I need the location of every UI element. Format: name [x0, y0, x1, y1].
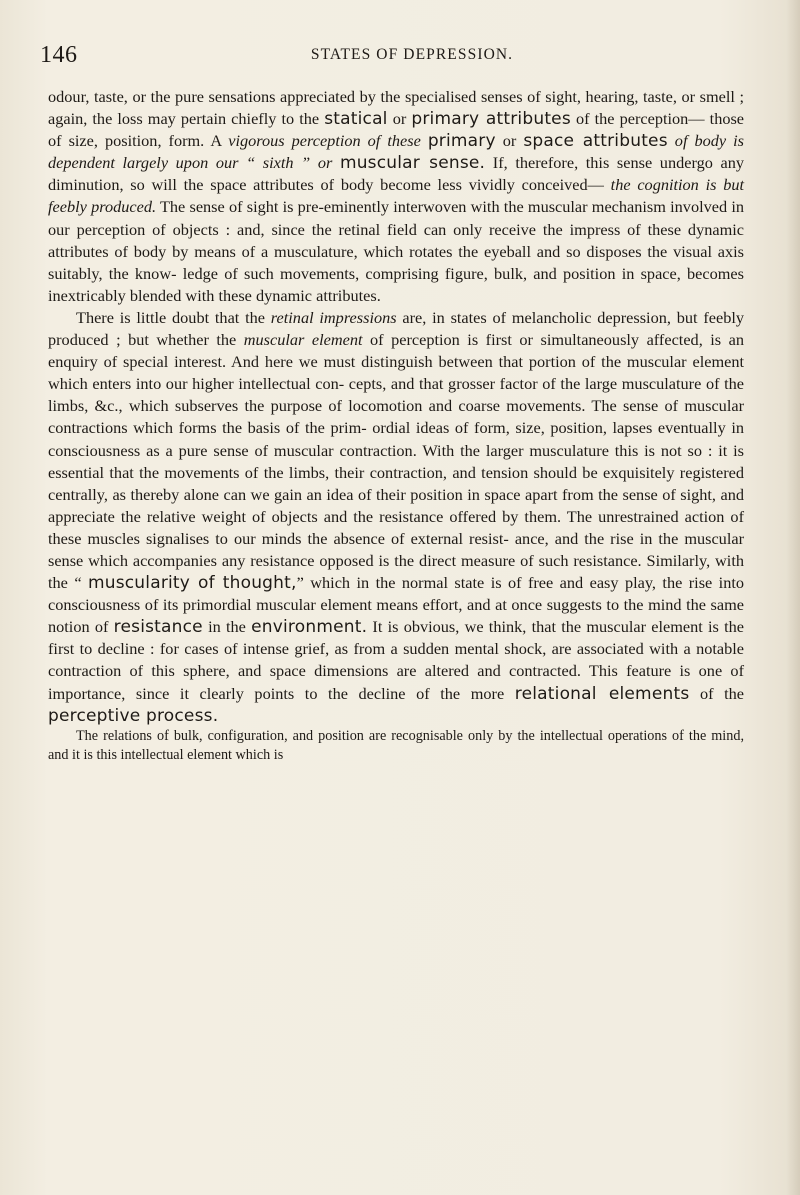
spaced-term: relational elements — [514, 683, 690, 704]
text-span: It is obvious, we think, that the muscular element is the first to decline : for cases of intense grief, as from a sudden mental shock, are associated with a notable contraction of this sphere, and space dimensions are altered and contracted. This feature is one of importance, since it clearly points to the decline of the more — [48, 617, 745, 703]
text-span: are, in states of melancholic depression, but feebly produced ; but whether the — [48, 307, 744, 350]
italic-phrase: retinal impressions — [270, 307, 397, 327]
spaced-term: resistance — [113, 617, 203, 638]
page-edge-shadow — [786, 0, 800, 1195]
text-span: or — [495, 131, 524, 151]
italic-phrase: vigorous perception of these — [228, 131, 421, 151]
text-span: of the — [689, 683, 744, 703]
text-span — [332, 153, 340, 172]
text-span: of perception is first or simultaneously affected, is an enquiry of special interest. And here we must distinguish between that portion of the muscular element which enters into our higher intellectual con- cepts, and that grosser factor of the large musculature of the limbs, &c., which subserves the purpose of locomotion and coarse movements. The sense of muscular contractions which forms the basis of the prim- ordial ideas of form, size, position, lapses eventually in consciousness as a pure sense of muscular contraction. With the larger musculature this is not so : it is essential that the movements of the limbs, their contraction, and tension should be exquisitely registered centrally, as thereby alone can we gain an idea of their position in space apart from the sense of sight, and appreciate the relative weight of objects and the resistance offered by them. The unrestrained action of these muscles signalises to our minds the absence of external resist- ance, and the rise in the muscular sense which accompanies any resistance opposed is the direct measure of such resistance. Similarly, with the “ — [48, 330, 744, 593]
text-span — [421, 131, 428, 150]
page-number: 146 — [40, 42, 78, 68]
spaced-term: primary — [427, 131, 496, 152]
italic-phrase: of body is dependent largely upon our “ sixth ” or — [48, 131, 744, 173]
spaced-term: muscularity of thought, — [87, 573, 297, 594]
italic-phrase: the cognition is but feebly produced. — [48, 175, 745, 217]
spaced-term: environment. — [251, 617, 368, 638]
body-text — [48, 86, 744, 766]
text-span: ” which in the normal state is of free and easy play, the rise into consciousness of its primordial muscular element means effort, and at once suggests to the mind the same notion of — [48, 573, 745, 637]
text-span: of the perception— those of size, position, form. A — [48, 109, 745, 151]
running-title: STATES OF DEPRESSION. — [310, 46, 514, 63]
spaced-term: muscular sense. — [339, 153, 486, 174]
text-span: or — [387, 109, 412, 129]
italic-phrase: muscular element — [243, 330, 363, 350]
running-head — [40, 40, 744, 70]
text-span: in the — [202, 617, 252, 637]
spaced-term: space attributes — [523, 131, 668, 152]
spaced-term: statical — [324, 109, 388, 130]
spaced-term: perceptive process. — [48, 705, 219, 726]
paragraph-3 — [48, 727, 744, 766]
paragraph-1 — [48, 86, 744, 307]
text-span: There is little doubt that the — [76, 307, 271, 327]
text-span: If, therefore, this sense undergo any diminution, so will the space attributes of body become less vividly conceived— — [48, 153, 744, 195]
paragraph-2 — [48, 307, 744, 727]
text-span: odour, taste, or the pure sensations appreciated by the specialised senses of sight, hearing, taste, or smell ; again, the loss may pertain chiefly to the — [48, 87, 744, 129]
text-span: The relations of bulk, configuration, and position are recognisable only by the intellectual operations of the mind, and it is this intellectual element which is — [48, 727, 744, 764]
text-span — [668, 131, 675, 150]
text-span: The sense of sight is pre-eminently interwoven with the muscular mechanism involved in our perception of objects : and, since the retinal field can only receive the impress of these dynamic attributes of body by means of a musculature, which rotates the eyeball and so disposes the visual axis suitably, the know- ledge of such movements, comprising figure, bulk, and position in space, becomes inextricably blended with these dynamic attributes. — [48, 197, 744, 305]
spaced-term: primary attributes — [411, 109, 571, 130]
